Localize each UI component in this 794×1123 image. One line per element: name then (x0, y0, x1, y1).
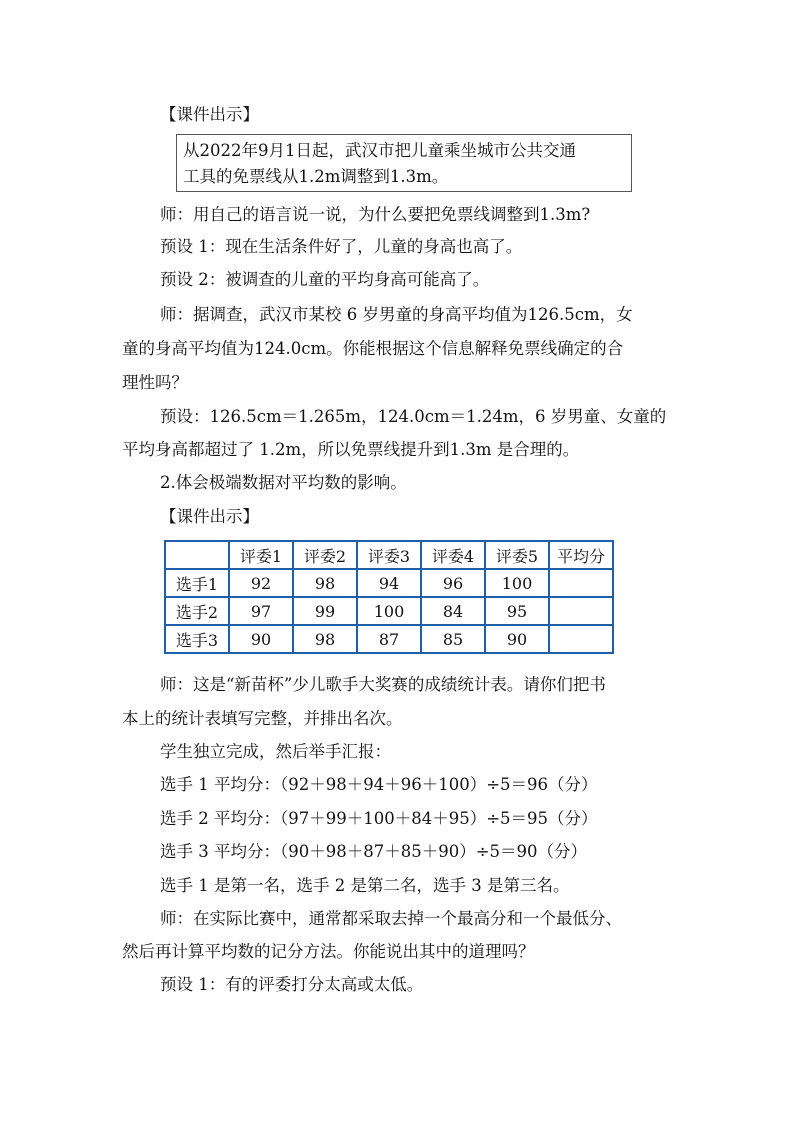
table-row (165, 597, 613, 625)
table-header-cell: 评委4 (421, 541, 485, 569)
scoring-question-line-2: 然后再计算平均数的记分方法。你能说出其中的道理吗？ (122, 942, 535, 961)
preset-1: 预设 1：现在生活条件好了，儿童的身高也高了。 (160, 237, 523, 256)
preset-answer-line-1: 预设：126.5cm＝1.265m，124.0cm＝1.24m，6 岁男童、女童的 (160, 407, 667, 426)
table-cell (549, 625, 613, 653)
scoring-question-line-1: 师：在实际比赛中，通常都采取去掉一个最高分和一个最低分、 (160, 909, 622, 928)
competition-paragraph-line-1: 师：这是“新苗杯”少儿歌手大奖赛的成绩统计表。请你们把书 (160, 675, 606, 694)
notice-box (176, 134, 632, 192)
table-cell (549, 597, 613, 625)
table-cell: 96 (421, 569, 485, 597)
table-cell: 98 (293, 625, 357, 653)
table-cell (549, 569, 613, 597)
competition-paragraph-line-2: 本上的统计表填写完整，并排出名次。 (122, 709, 403, 728)
teacher-question: 师：用自己的语言说一说，为什么要把免票线调整到1.3m? (160, 205, 591, 224)
table-cell: 90 (485, 625, 549, 653)
table-row (165, 625, 613, 653)
notice-line-2: 工具的免票线从1.2m调整到1.3m。 (183, 167, 449, 186)
survey-paragraph-line-1: 师：据调查，武汉市某校 6 岁男童的身高平均值为126.5cm，女 (160, 305, 633, 324)
table-cell: 84 (421, 597, 485, 625)
preset-answer-line-2: 平均身高都超过了 1.2m，所以免票线提升到1.3m 是合理的。 (122, 440, 580, 459)
contestant-1-average: 选手 1 平均分：（92＋98＋94＋96＋100）÷5＝96（分） (160, 775, 598, 794)
table-cell: 99 (293, 597, 357, 625)
table-header-cell (165, 541, 229, 569)
preset-answer-scoring: 预设 1：有的评委打分太高或太低。 (160, 975, 424, 994)
table-row (165, 569, 613, 597)
table-header-row (165, 541, 613, 569)
table-cell: 100 (357, 597, 421, 625)
table-header-cell: 评委5 (485, 541, 549, 569)
table-cell: 94 (357, 569, 421, 597)
survey-paragraph-line-2: 童的身高平均值为124.0cm。你能根据这个信息解释免票线确定的合 (122, 339, 624, 358)
table-header-cell: 评委1 (229, 541, 293, 569)
table-cell: 90 (229, 625, 293, 653)
contestant-3-average: 选手 3 平均分：（90＋98＋87＋85＋90）÷5＝90（分） (160, 842, 588, 861)
survey-paragraph-line-3: 理性吗？ (122, 373, 188, 392)
student-report-intro: 学生独立完成，然后举手汇报： (160, 742, 391, 761)
score-table (164, 540, 614, 654)
table-cell: 100 (485, 569, 549, 597)
table-header-cell: 评委3 (357, 541, 421, 569)
table-cell: 98 (293, 569, 357, 597)
table-cell: 95 (485, 597, 549, 625)
table-cell: 92 (229, 569, 293, 597)
table-header-cell: 评委2 (293, 541, 357, 569)
courseware-heading: 【课件出示】 (160, 105, 259, 124)
preset-2: 预设 2：被调查的儿童的平均身高可能高了。 (160, 270, 490, 289)
contestant-2-average: 选手 2 平均分：（97＋99＋100＋84＋95）÷5＝95（分） (160, 809, 598, 828)
ranking-statement: 选手 1 是第一名，选手 2 是第二名，选手 3 是第三名。 (160, 876, 570, 895)
table-cell: 选手1 (165, 569, 229, 597)
courseware-heading-2: 【课件出示】 (160, 507, 259, 526)
table-cell: 选手3 (165, 625, 229, 653)
table-cell: 87 (357, 625, 421, 653)
table-cell: 97 (229, 597, 293, 625)
table-header-cell: 平均分 (549, 541, 613, 569)
table-cell: 85 (421, 625, 485, 653)
section-heading: 2.体会极端数据对平均数的影响。 (160, 473, 407, 492)
table-cell: 选手2 (165, 597, 229, 625)
notice-line-1: 从2022年9月1日起，武汉市把儿童乘坐城市公共交通 (183, 141, 576, 160)
